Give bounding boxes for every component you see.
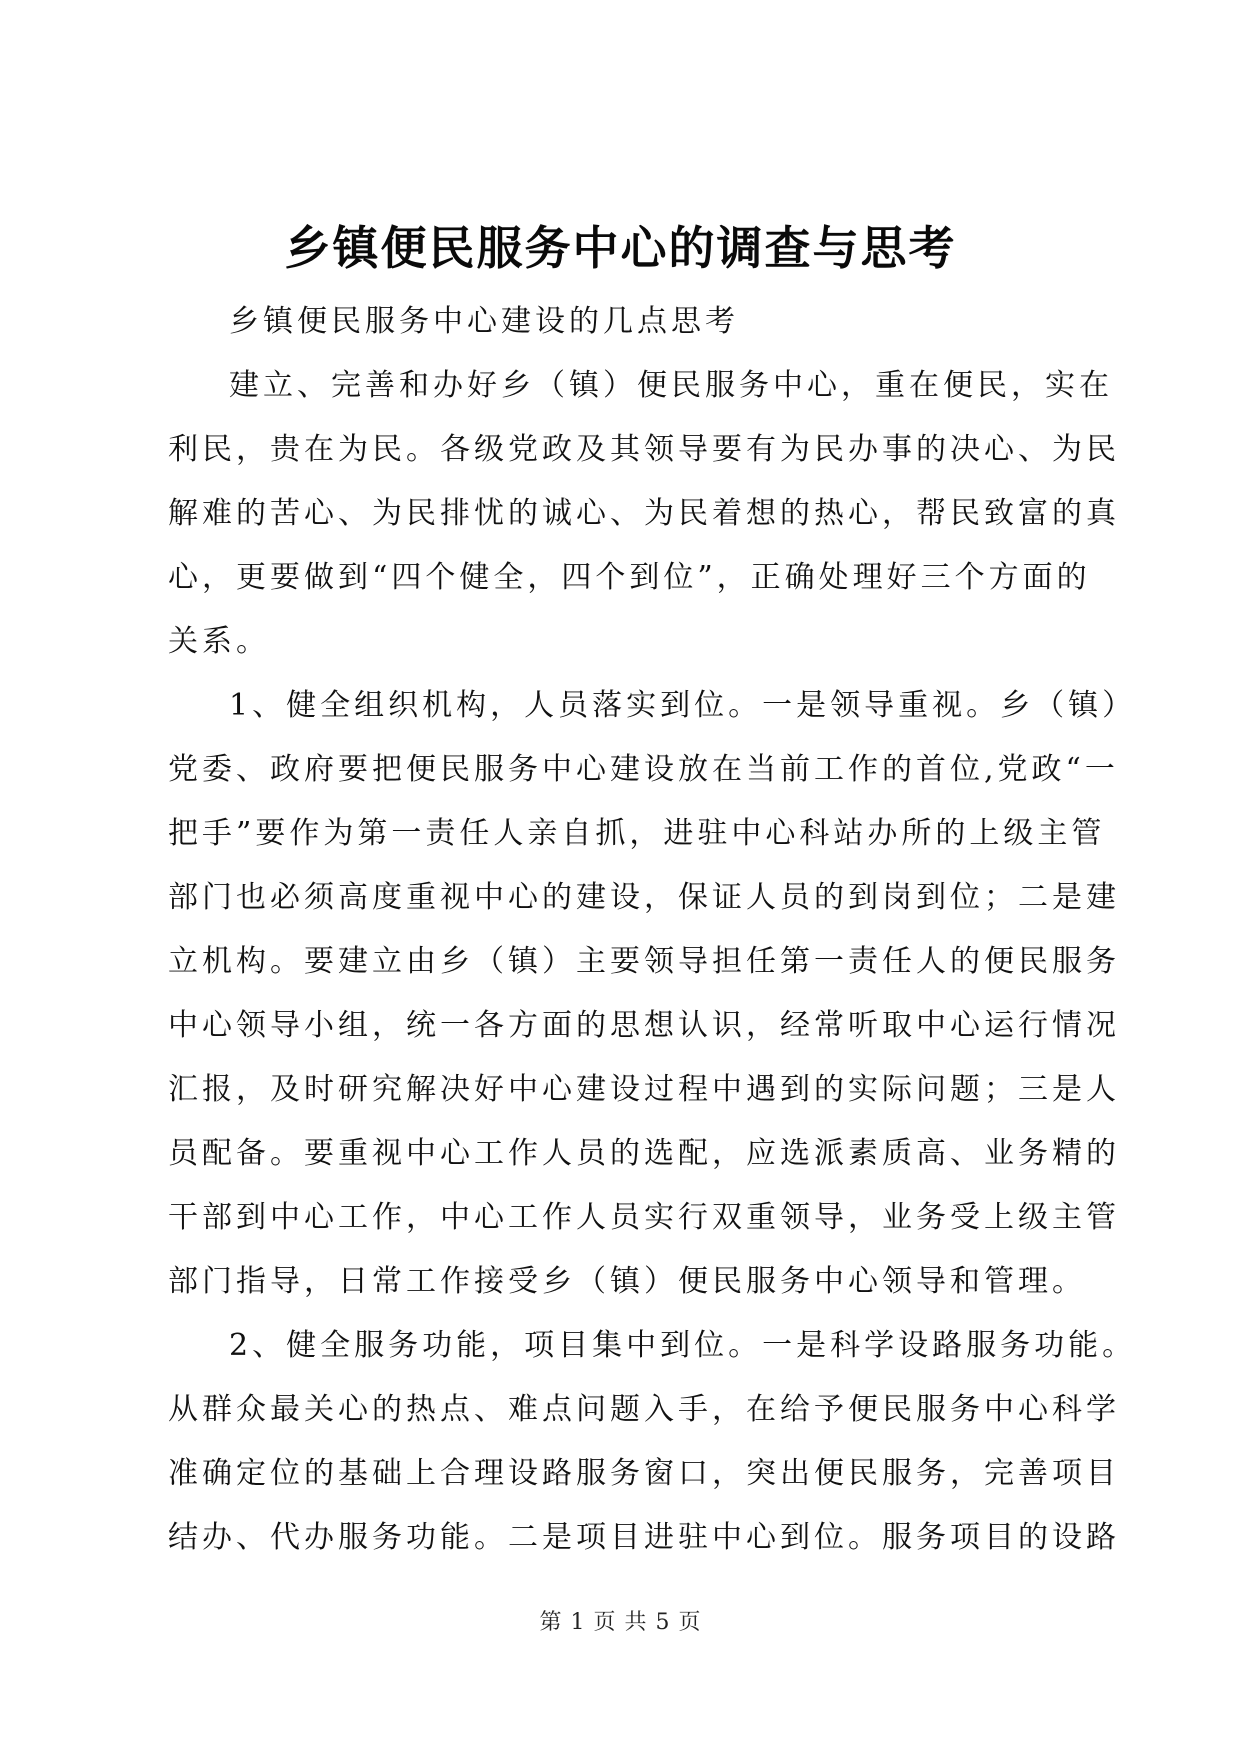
paragraph-line: 关系。 [168, 624, 270, 659]
paragraph-line: 解难的苦心、为民排忧的诚心、为民着想的热心，帮民致富的真 [168, 496, 1120, 531]
paragraph-line: 部门也必须高度重视中心的建设，保证人员的到岗到位；二是建 [168, 880, 1120, 915]
paragraph-line: 党委、政府要把便民服务中心建设放在当前工作的首位,党政“一 [168, 752, 1119, 787]
paragraph-line: 1、健全组织机构，人员落实到位。一是领导重视。乡（镇） [229, 688, 1137, 723]
paragraph-line: 建立、完善和办好乡（镇）便民服务中心，重在便民，实在 [229, 368, 1113, 403]
paragraph-line: 结办、代办服务功能。二是项目进驻中心到位。服务项目的设路 [168, 1520, 1120, 1555]
paragraph-line: 准确定位的基础上合理设路服务窗口，突出便民服务，完善项目 [168, 1456, 1120, 1491]
paragraph-line: 干部到中心工作，中心工作人员实行双重领导，业务受上级主管 [168, 1200, 1120, 1235]
paragraph-line: 把手”要作为第一责任人亲自抓，进驻中心科站办所的上级主管 [168, 816, 1106, 851]
subtitle-line: 乡镇便民服务中心建设的几点思考 [229, 304, 739, 339]
paragraph-line: 从群众最关心的热点、难点问题入手，在给予便民服务中心科学 [168, 1392, 1120, 1427]
paragraph-line: 部门指导，日常工作接受乡（镇）便民服务中心领导和管理。 [168, 1264, 1086, 1299]
paragraph-line: 利民，贵在为民。各级党政及其领导要有为民办事的决心、为民 [168, 432, 1120, 467]
page-number: 第 1 页 共 5 页 [539, 1610, 702, 1635]
paragraph-line: 2、健全服务功能，项目集中到位。一是科学设路服务功能。 [229, 1328, 1137, 1363]
document-body [168, 290, 1137, 1570]
paragraph-line: 立机构。要建立由乡（镇）主要领导担任第一责任人的便民服务 [168, 944, 1120, 979]
paragraph-line: 中心领导小组，统一各方面的思想认识，经常听取中心运行情况 [168, 1008, 1120, 1043]
paragraph-line: 汇报，及时研究解决好中心建设过程中遇到的实际问题；三是人 [168, 1072, 1120, 1107]
paragraph-line: 员配备。要重视中心工作人员的选配，应选派素质高、业务精的 [168, 1136, 1120, 1171]
document-title: 乡镇便民服务中心的调查与思考 [284, 221, 957, 275]
paragraph-line: 心，更要做到“四个健全，四个到位”，正确处理好三个方面的 [168, 560, 1091, 595]
